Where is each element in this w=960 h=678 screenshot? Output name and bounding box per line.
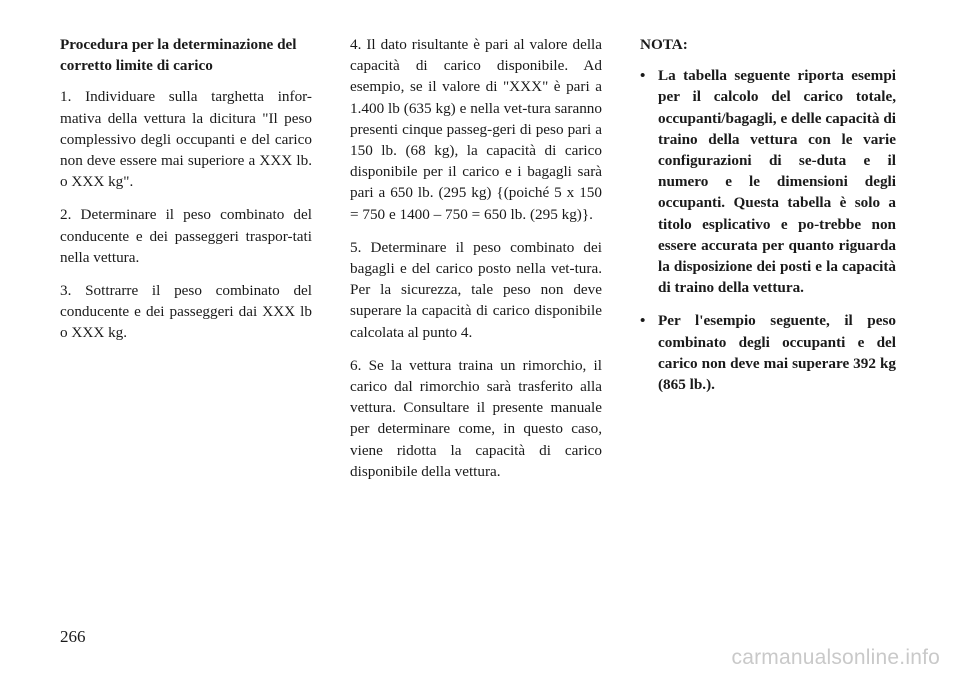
step-4-paragraph: 4. Il dato risultante è pari al valore della capacità di carico disponibile. Ad esempio, se il valore di "XXX" è pari a 1.400 lb (635 kg) e nella vet-tura saranno presenti cinque passeg-geri di peso pari a 150 lb. (68 kg), la capacità di carico disponibile per il carico e i bagagli sarà pari a 650 lb. (295 kg) {(poiché 5 x 150 = 750 e 1400 – 750 = 650 lb. (295 kg)}. <box>350 36 602 223</box>
note-bullet-list <box>640 65 896 395</box>
bullet-icon: • <box>640 67 646 85</box>
step-6-paragraph: 6. Se la vettura traina un rimorchio, il carico dal rimorchio sarà trasferito alla vettura. Consultare il presente manuale per determinare come, in questo caso, viene ridotta la capacità di carico disponibile della vettura. <box>350 356 602 480</box>
right-column <box>640 34 896 407</box>
bullet-icon: • <box>640 312 646 330</box>
step-5-paragraph: 5. Determinare il peso combinato dei bagagli e del carico posto nella vet-tura. Per la sicurezza, tale peso non deve superare la capacità di carico disponibile calcolata al punto 4. <box>350 238 602 341</box>
section-heading: Procedura per la determinazione del corretto limite di carico <box>60 36 297 75</box>
left-column <box>60 34 312 356</box>
watermark: carmanualsonline.info <box>731 646 940 669</box>
page-number: 266 <box>60 627 86 646</box>
note-bullet-text: Per l'esempio seguente, il peso combinato degli occupanti e del carico non deve mai superare 392 kg (865 lb.). <box>658 312 896 394</box>
note-label: NOTA: <box>640 36 688 53</box>
step-1-paragraph: 1. Individuare sulla targhetta infor-mativa della vettura la dicitura "Il peso complessivo degli occupanti e del carico non deve essere mai superiore a XXX lb. o XXX kg". <box>60 88 312 191</box>
note-bullet-item <box>640 65 896 298</box>
note-bullet-text: La tabella seguente riporta esempi per il calcolo del carico totale, occupanti/bagagli, e delle capacità di traino della vettura con le varie configurazioni di se-duta e il numero e le dimensioni degli occupanti. Questa tabella è solo a titolo esplicativo e po-trebbe non essere accurata per quanto riguarda la disposizione dei posti e la capacità di traino della vettura. <box>658 67 896 297</box>
step-2-paragraph: 2. Determinare il peso combinato del conducente e dei passeggeri traspor-tati nella vettura. <box>60 206 312 266</box>
step-3-paragraph: 3. Sottrarre il peso combinato del conducente e dei passeggeri dai XXX lb o XXX kg. <box>60 282 312 342</box>
middle-column <box>350 34 602 494</box>
note-bullet-item <box>640 310 896 395</box>
